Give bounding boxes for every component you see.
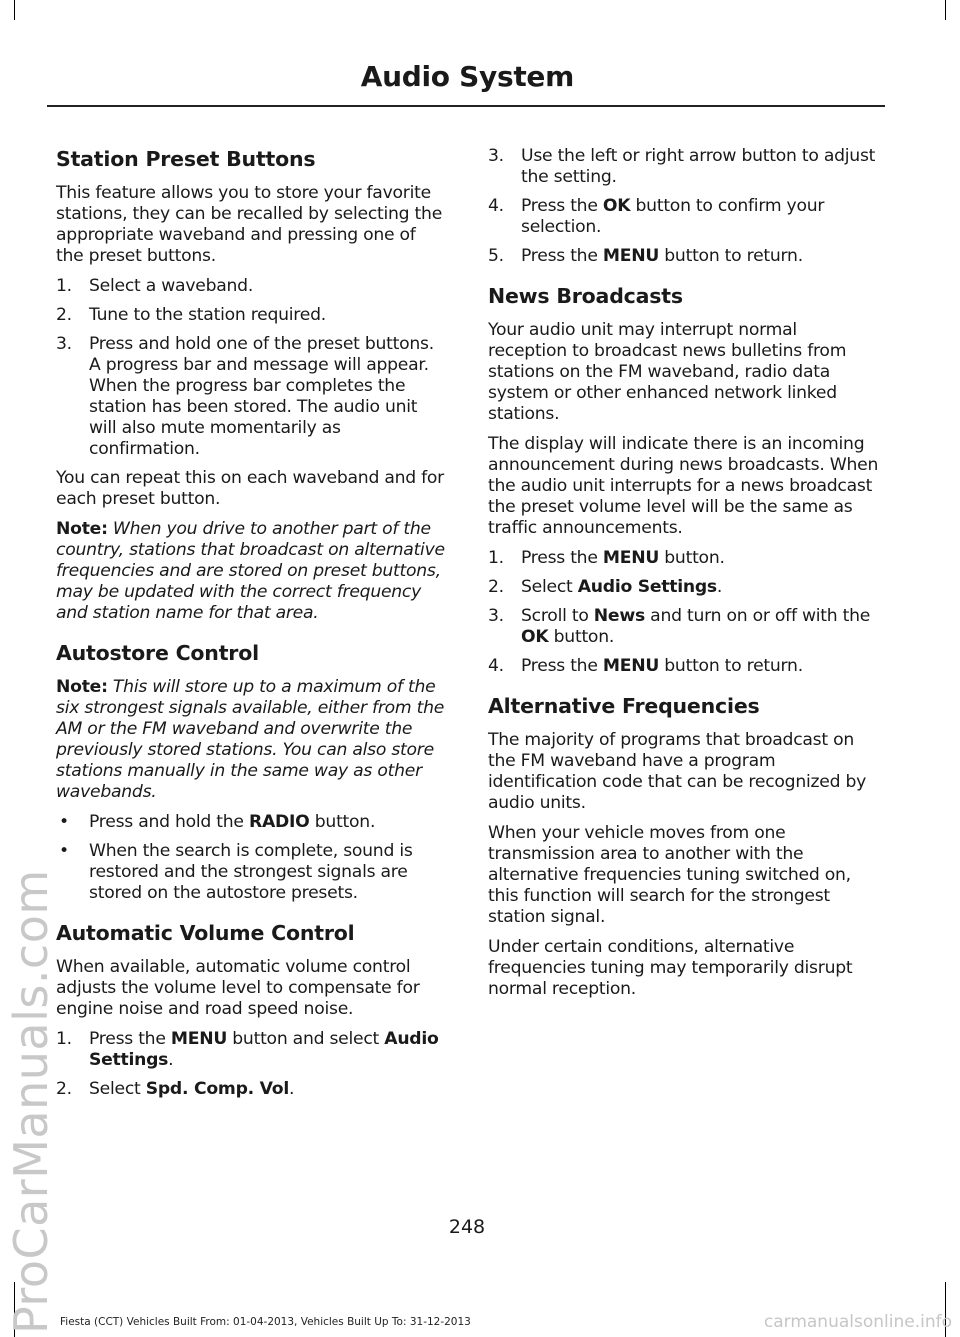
list-text: Press the: [521, 196, 603, 216]
alt-p3: Under certain conditions, alternative frequencies tuning may temporarily disrupt normal reception.: [488, 937, 853, 999]
heading-autostore: Autostore Control: [56, 641, 259, 665]
spd-comp-vol-label: Spd. Comp. Vol: [145, 1079, 289, 1099]
list-item: [488, 246, 880, 267]
heading-avc: Automatic Volume Control: [56, 921, 355, 945]
list-number: 1.: [488, 548, 504, 568]
list-text: button.: [548, 627, 615, 647]
list-item: [488, 656, 880, 677]
list-item: [488, 196, 880, 238]
bullet-mark: •: [59, 841, 69, 861]
list-number: 3.: [488, 146, 504, 166]
page-number: 248: [448, 1216, 486, 1238]
list-text: Press the: [521, 548, 603, 568]
list-text: .: [288, 1079, 295, 1099]
menu-button-label: MENU: [602, 656, 660, 676]
list-number: 4.: [488, 196, 504, 216]
note-text: When you drive to another part of the country, stations that broadcast on alternative frequencies and are stored on preset buttons, may be updated with the correct frequency and station name for that area.: [56, 519, 445, 623]
preset-repeat: You can repeat this on each waveband and for each preset button.: [56, 468, 444, 509]
audio-settings-label: Audio Settings: [577, 577, 717, 597]
list-text: Use the left or right arrow button to adjust the setting.: [521, 146, 876, 187]
menu-button-label: MENU: [602, 246, 660, 266]
footer-text: Fiesta (CCT) Vehicles Built From: 01-04-2013, Vehicles Built Up To: 31-12-2013: [60, 1316, 471, 1328]
bullet-item: [56, 841, 448, 904]
bullet-item: [56, 812, 448, 833]
list-text: button.: [659, 548, 725, 568]
list-text: .: [716, 577, 723, 597]
list-number: 1.: [56, 1029, 72, 1049]
note-label: Note:: [56, 677, 108, 697]
watermark-right: carmanualsonline.info: [763, 1312, 952, 1332]
alt-p2: When your vehicle moves from one transmission area to another with the alternative frequencies tuning switched on, this function will search for the strongest station signal.: [488, 823, 851, 927]
list-number: 2.: [488, 577, 504, 597]
ok-button-label: OK: [602, 196, 631, 216]
page-title: Audio System: [360, 60, 574, 93]
list-text: button to confirm your selection.: [521, 196, 825, 237]
list-item: [56, 276, 448, 297]
menu-button-label: MENU: [602, 548, 660, 568]
list-item: [56, 1079, 448, 1100]
list-number: 1.: [56, 276, 72, 296]
list-item: [56, 1029, 448, 1071]
list-item: [56, 305, 448, 326]
bullet-text: Press and hold the: [89, 812, 249, 832]
avc-intro: When available, automatic volume control adjusts the volume level to compensate for engine noise and road speed noise.: [56, 957, 420, 1019]
note-label: Note:: [56, 519, 108, 539]
heading-alt-frequencies: Alternative Frequencies: [488, 694, 760, 718]
list-number: 2.: [56, 305, 72, 325]
news-p2: The display will indicate there is an incoming announcement during news broadcasts. When the audio unit interrupts for a news broadcast the preset volume level will be the same as traffic announcements.: [488, 434, 879, 538]
list-text: Select a waveband.: [89, 276, 254, 296]
list-item: [56, 334, 448, 460]
header-rule: [47, 105, 885, 107]
list-text: .: [168, 1050, 174, 1070]
ok-button-label: OK: [521, 627, 549, 647]
list-text: Press the: [521, 246, 603, 266]
list-text: Press and hold one of the preset buttons. A progress bar and message will appear. When the progress bar completes the station has been stored. The audio unit will also mute momentarily as confirmation.: [89, 334, 434, 459]
list-text: Select: [89, 1079, 146, 1099]
bullet-text: When the search is complete, sound is restored and the strongest signals are stored on the autostore presets.: [89, 841, 413, 903]
note-autostore: [56, 677, 448, 803]
list-number: 2.: [56, 1079, 72, 1099]
news-label: News: [593, 606, 645, 626]
note-preset: [56, 519, 448, 624]
list-text: Tune to the station required.: [89, 305, 326, 325]
crop-mark-top-right: [945, 0, 946, 20]
list-text: button and select: [227, 1029, 385, 1049]
list-item: [488, 146, 880, 188]
list-number: 4.: [488, 656, 504, 676]
radio-button-label: RADIO: [248, 812, 310, 832]
left-column: [56, 146, 448, 1108]
list-item: [488, 577, 880, 598]
list-number: 3.: [56, 334, 72, 354]
right-column: [488, 146, 880, 1009]
list-text: Scroll to: [521, 606, 594, 626]
note-text: This will store up to a maximum of the six strongest signals available, either from the AM or the FM waveband and overwrite the previously stored stations. You can also store stations manually in the same way as other wavebands.: [56, 677, 445, 802]
audio-settings-label: Audio Settings: [89, 1029, 439, 1070]
crop-mark-top-left: [14, 0, 15, 20]
heading-station-preset: Station Preset Buttons: [56, 147, 316, 171]
menu-button-label: MENU: [170, 1029, 228, 1049]
heading-news: News Broadcasts: [488, 284, 683, 308]
list-item: [488, 606, 880, 648]
preset-intro: This feature allows you to store your favorite stations, they can be recalled by selecting the appropriate waveband and pressing one of the preset buttons.: [56, 183, 443, 266]
list-item: [488, 548, 880, 569]
bullet-text: button.: [309, 812, 376, 832]
list-text: Press the: [89, 1029, 171, 1049]
bullet-mark: •: [59, 812, 69, 832]
list-text: button to return.: [659, 656, 803, 676]
list-number: 5.: [488, 246, 504, 266]
alt-p1: The majority of programs that broadcast on the FM waveband have a program identification code that can be recognized by audio units.: [488, 730, 867, 813]
list-number: 3.: [488, 606, 504, 626]
news-p1: Your audio unit may interrupt normal reception to broadcast news bulletins from stations on the FM waveband, radio data system or other enhanced network linked stations.: [488, 320, 847, 424]
list-text: Press the: [521, 656, 603, 676]
list-text: button to return.: [659, 246, 803, 266]
watermark-left: ProCarManuals.com: [4, 869, 58, 1334]
list-text: Select: [521, 577, 578, 597]
list-text: and turn on or off with the: [644, 606, 871, 626]
